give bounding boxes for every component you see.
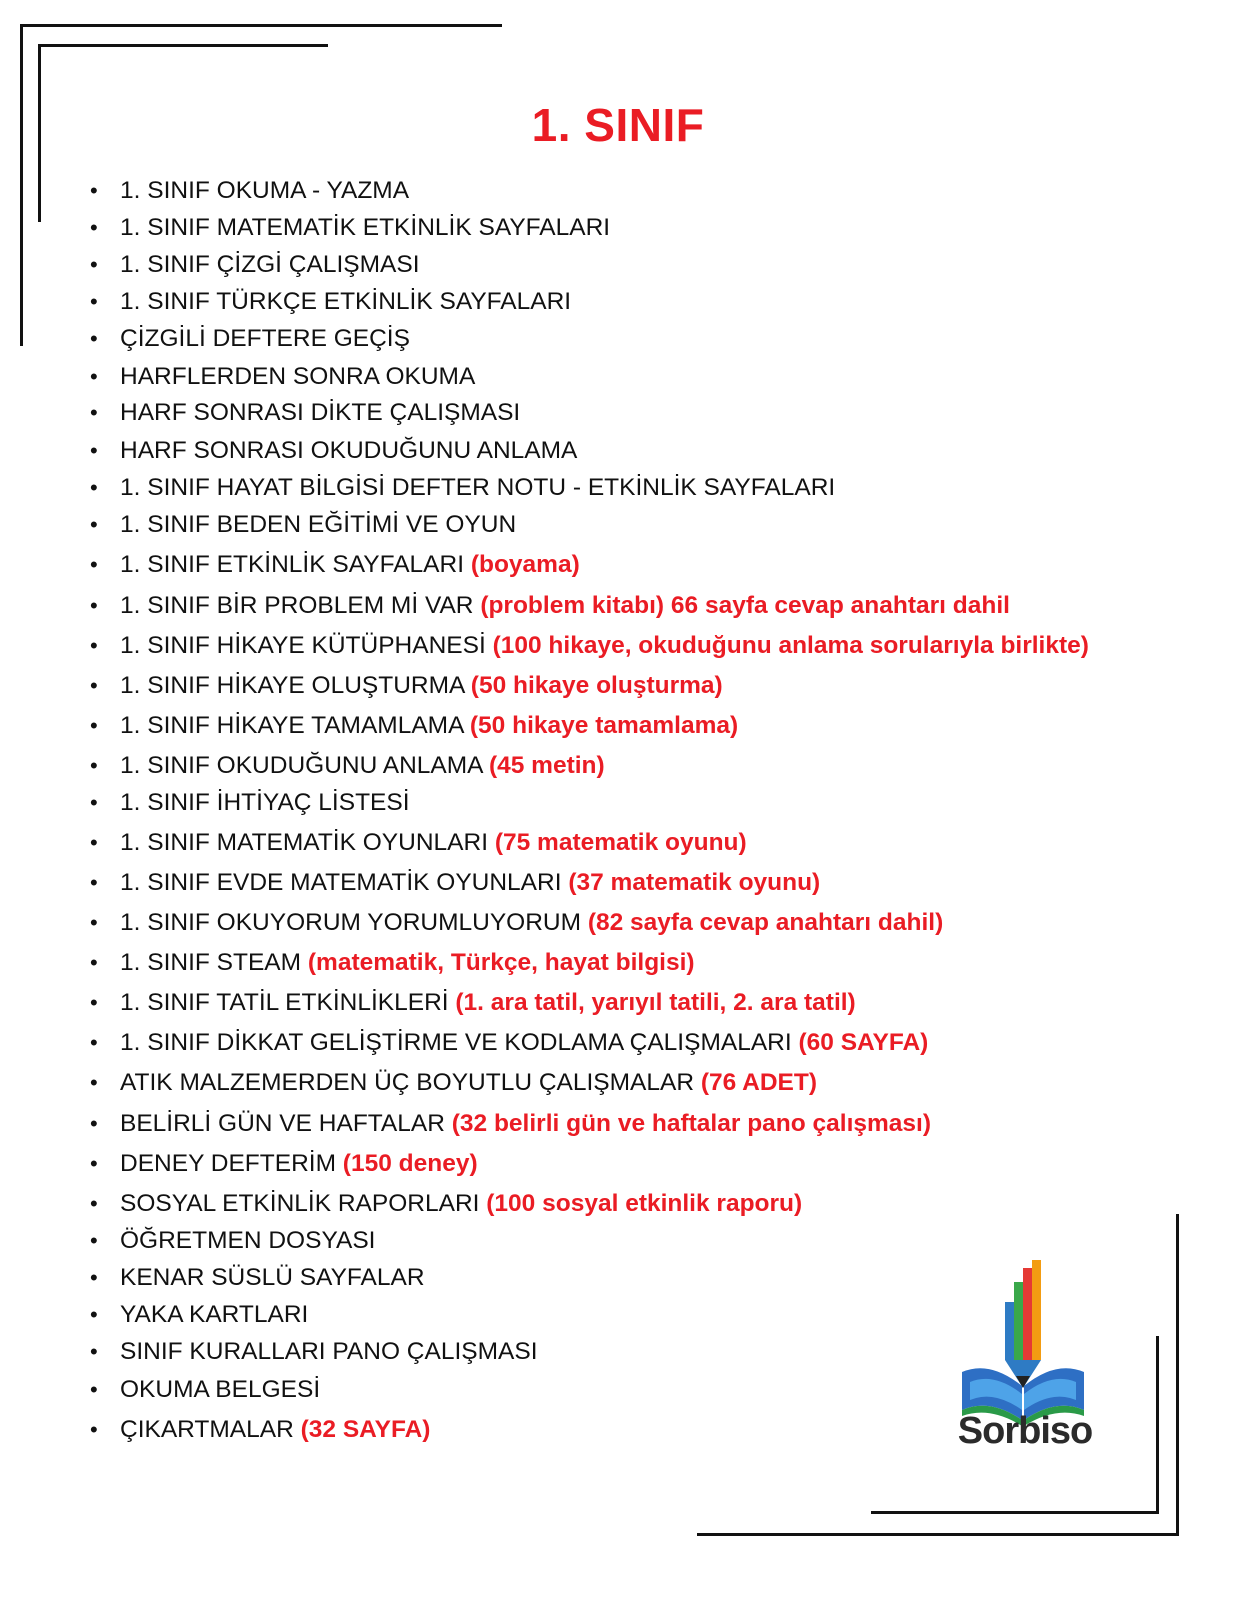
list-item <box>90 946 695 980</box>
list-item-text: 1. SINIF TÜRKÇE ETKİNLİK SAYFALARI <box>120 288 572 315</box>
list-item <box>90 548 580 582</box>
bullet-icon: • <box>90 400 98 425</box>
list-item-text: OKUMA BELGESİ <box>120 1376 321 1403</box>
list-item-note: (32 SAYFA) <box>300 1416 431 1443</box>
list-item <box>90 248 420 282</box>
frame-line-left-outer <box>20 24 23 346</box>
list-item <box>90 749 605 783</box>
list-item-note: (100 hikaye, okuduğunu anlama sorularıyla birlikte) <box>492 632 1089 659</box>
bullet-icon: • <box>90 593 98 618</box>
list-item <box>90 174 409 208</box>
list-item-text: 1. SINIF MATEMATİK ETKİNLİK SAYFALARI <box>120 214 611 241</box>
list-item <box>90 360 475 394</box>
list-item-text: 1. SINIF STEAM <box>120 949 308 976</box>
frame-line-top-outer <box>20 24 502 27</box>
list-item <box>90 1335 538 1369</box>
logo-text: Sorbiso <box>957 1410 1093 1452</box>
bullet-icon: • <box>90 673 98 698</box>
bullet-icon: • <box>90 713 98 738</box>
frame-line-bottom-outer <box>697 1533 1179 1536</box>
list-item-note: (76 ADET) <box>700 1069 818 1096</box>
list-item-note: (150 deney) <box>342 1150 478 1177</box>
bullet-icon: • <box>90 910 98 935</box>
list-item-text: ATIK MALZEMERDEN ÜÇ BOYUTLU ÇALIŞMALAR <box>120 1069 701 1096</box>
list-item-text: 1. SINIF OKUYORUM YORUMLUYORUM <box>120 909 588 936</box>
bullet-icon: • <box>90 326 98 351</box>
list-item <box>90 669 723 703</box>
list-item-text: 1. SINIF TATİL ETKİNLİKLERİ <box>120 989 456 1016</box>
bullet-icon: • <box>90 1339 98 1364</box>
bullet-icon: • <box>90 512 98 537</box>
list-item-text: 1. SINIF BİR PROBLEM Mİ VAR <box>120 592 481 619</box>
frame-line-top-inner <box>38 44 328 47</box>
list-item-text: ÇIKARTMALAR <box>120 1416 301 1443</box>
bullet-icon: • <box>90 753 98 778</box>
list-item <box>90 986 856 1020</box>
bullet-icon: • <box>90 289 98 314</box>
list-item-text: SOSYAL ETKİNLİK RAPORLARI <box>120 1190 487 1217</box>
bullet-icon: • <box>90 252 98 277</box>
list-item-text: KENAR SÜSLÜ SAYFALAR <box>120 1264 425 1291</box>
bullet-icon: • <box>90 1265 98 1290</box>
bullet-icon: • <box>90 1228 98 1253</box>
bullet-icon: • <box>90 830 98 855</box>
list-item-note: (37 matematik oyunu) <box>568 869 821 896</box>
list-item <box>90 211 610 245</box>
list-item-text: ÇİZGİLİ DEFTERE GEÇİŞ <box>120 325 410 352</box>
list-item-text: 1. SINIF HİKAYE KÜTÜPHANESİ <box>120 632 493 659</box>
frame-line-bottom-inner <box>871 1511 1159 1514</box>
bullet-icon: • <box>90 1111 98 1136</box>
list-item <box>90 629 1089 663</box>
bullet-icon: • <box>90 950 98 975</box>
list-item-note: (45 metin) <box>488 752 605 779</box>
bullet-icon: • <box>90 633 98 658</box>
bullet-icon: • <box>90 1151 98 1176</box>
list-item-note: (50 hikaye tamamlama) <box>469 712 739 739</box>
list-item <box>90 906 943 940</box>
list-item <box>90 396 520 430</box>
list-item-note: (boyama) <box>470 551 580 578</box>
list-item <box>90 1107 931 1141</box>
list-item-text: BELİRLİ GÜN VE HAFTALAR <box>120 1110 452 1137</box>
list-item-text: 1. SINIF ETKİNLİK SAYFALARI <box>120 551 471 578</box>
bullet-icon: • <box>90 178 98 203</box>
list-item-note: (1. ara tatil, yarıyıl tatili, 2. ara tatil) <box>455 989 856 1016</box>
list-item-text: DENEY DEFTERİM <box>120 1150 343 1177</box>
bullet-icon: • <box>90 1302 98 1327</box>
bullet-icon: • <box>90 790 98 815</box>
bullet-icon: • <box>90 870 98 895</box>
list-item-text: 1. SINIF HİKAYE TAMAMLAMA <box>120 712 470 739</box>
frame-line-right-outer <box>1176 1214 1179 1536</box>
list-item <box>90 1261 425 1295</box>
list-item-text: ÖĞRETMEN DOSYASI <box>120 1227 376 1254</box>
bullet-icon: • <box>90 1191 98 1216</box>
list-item-text: 1. SINIF MATEMATİK OYUNLARI <box>120 829 495 856</box>
bullet-icon: • <box>90 364 98 389</box>
list-item <box>90 1026 928 1060</box>
list-item-text: YAKA KARTLARI <box>120 1301 309 1328</box>
bullet-icon: • <box>90 1377 98 1402</box>
list-item-note: (75 matematik oyunu) <box>494 829 747 856</box>
list-item <box>90 322 410 356</box>
list-item <box>90 471 835 505</box>
list-item-note: (32 belirli gün ve haftalar pano çalışması) <box>451 1110 932 1137</box>
list-item-text: SINIF KURALLARI PANO ÇALIŞMASI <box>120 1338 538 1365</box>
bullet-icon: • <box>90 552 98 577</box>
list-item-note: (82 sayfa cevap anahtarı dahil) <box>587 909 944 936</box>
list-item-text: 1. SINIF HAYAT BİLGİSİ DEFTER NOTU - ETKİNLİK SAYFALARI <box>120 474 836 501</box>
list-item-note: (60 SAYFA) <box>798 1029 929 1056</box>
list-item-text: HARF SONRASI OKUDUĞUNU ANLAMA <box>120 437 578 464</box>
list-item-text: 1. SINIF EVDE MATEMATİK OYUNLARI <box>120 869 569 896</box>
list-item-text: 1. SINIF BEDEN EĞİTİMİ VE OYUN <box>120 511 517 538</box>
bullet-icon: • <box>90 475 98 500</box>
list-item <box>90 1187 802 1221</box>
list-item <box>90 508 516 542</box>
list-item <box>90 434 577 468</box>
list-item-text: 1. SINIF ÇİZGİ ÇALIŞMASI <box>120 251 420 278</box>
bullet-icon: • <box>90 215 98 240</box>
list-item-text: HARF SONRASI DİKTE ÇALIŞMASI <box>120 399 521 426</box>
list-item-text: 1. SINIF DİKKAT GELİŞTİRME VE KODLAMA ÇALIŞMALARI <box>120 1029 799 1056</box>
list-item <box>90 1224 375 1258</box>
list-item-note: (100 sosyal etkinlik raporu) <box>486 1190 803 1217</box>
list-item <box>90 1066 817 1100</box>
list-item <box>90 866 820 900</box>
list-item <box>90 1413 430 1447</box>
list-item <box>90 1373 320 1407</box>
list-item-note: (matematik, Türkçe, hayat bilgisi) <box>307 949 695 976</box>
list-item-text: 1. SINIF İHTİYAÇ LİSTESİ <box>120 789 410 816</box>
list-item-text: 1. SINIF HİKAYE OLUŞTURMA <box>120 672 471 699</box>
list-item <box>90 1298 308 1332</box>
list-item <box>90 786 410 820</box>
list-item-text: HARFLERDEN SONRA OKUMA <box>120 363 476 390</box>
bullet-icon: • <box>90 1030 98 1055</box>
bullet-icon: • <box>90 438 98 463</box>
bullet-icon: • <box>90 1070 98 1095</box>
list-item-text: 1. SINIF OKUDUĞUNU ANLAMA <box>120 752 489 779</box>
list-item <box>90 709 738 743</box>
list-item-note: (50 hikaye oluşturma) <box>470 672 723 699</box>
bullet-icon: • <box>90 990 98 1015</box>
list-item <box>90 826 747 860</box>
list-item <box>90 285 571 319</box>
page-title: 1. SINIF <box>531 99 705 151</box>
frame-line-right-inner <box>1156 1336 1159 1514</box>
list-item-text: 1. SINIF OKUMA - YAZMA <box>120 177 410 204</box>
list-item <box>90 589 1010 623</box>
list-item-note: (problem kitabı) 66 sayfa cevap anahtarı dahil <box>480 592 1010 619</box>
bullet-icon: • <box>90 1417 98 1442</box>
list-item <box>90 1147 478 1181</box>
